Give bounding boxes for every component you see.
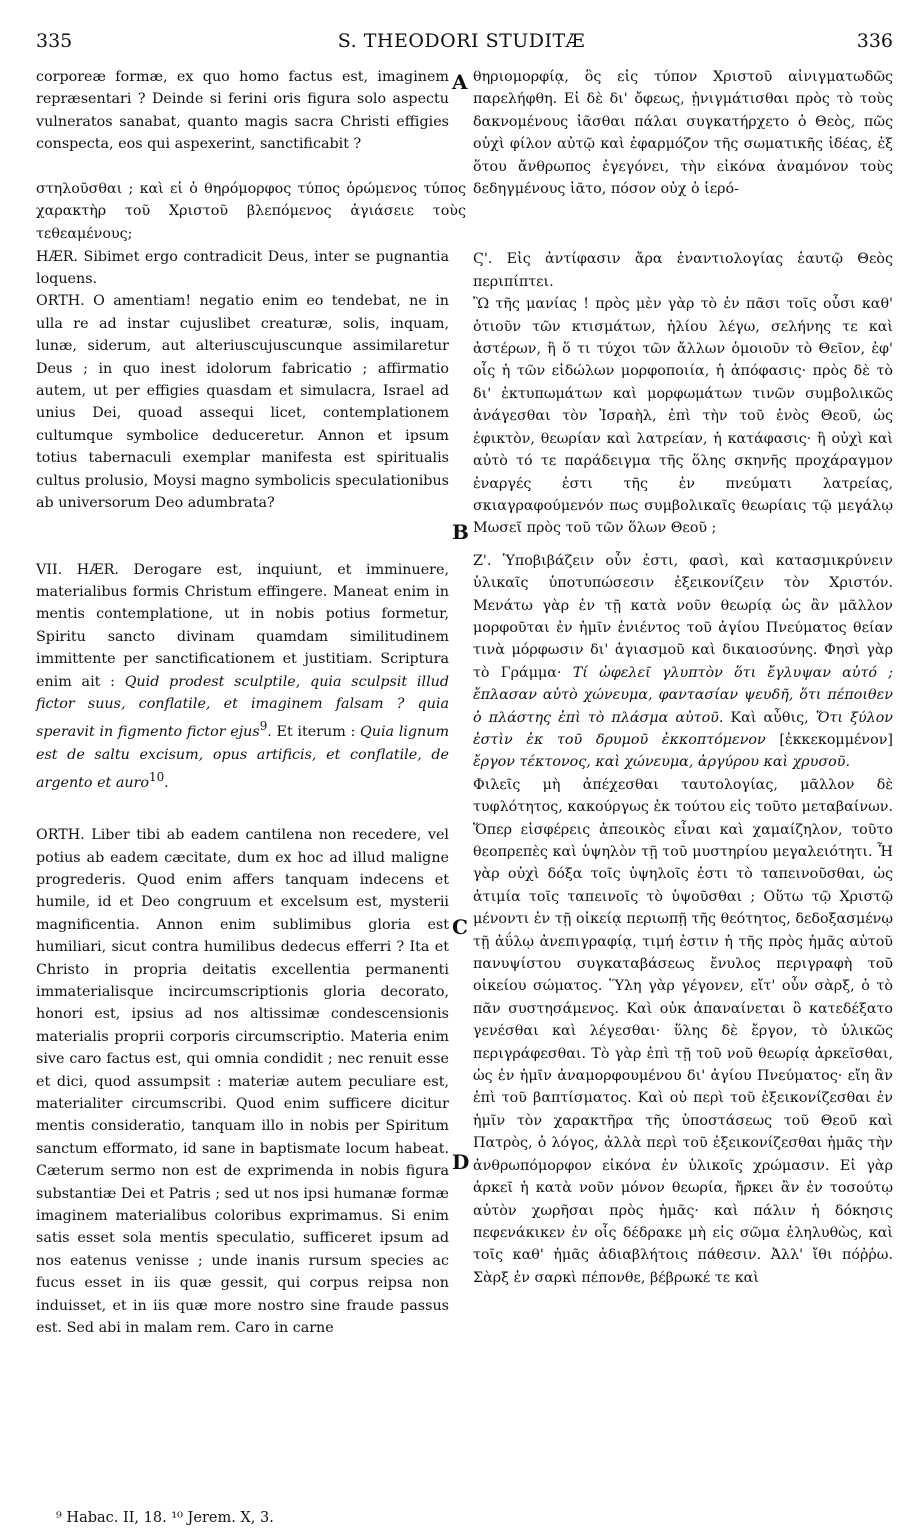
greek-p4-quote2a: Ὅτι ξύλον ἐστὶν ἐκ τοῦ δρυμοῦ ἐκκοπτόμενον — [473, 709, 893, 748]
greek-paragraph-1: θηριομορφίᾳ, ὃς εἰς τύπον Χριστοῦ αἰνιγματωδῶς παρελήφθη. Εἰ δὲ δι' ὄφεως, ᾐνιγμάτισθαι πρὸς τὸ τοὺς δακνομένους ἰᾶσθαι πάλαι συγκατήρχετο ὁ Θεὸς, πῶς οὐχὶ φίλον αὐτῷ καὶ ἐφαρμόζον τῆς σωματικῆς ἰδέας, ἐξ ὅτου ἄνθρωπος ἐγεγόνει, τὴν εἰκόνα ἀναμόνον τοὺς δεδηγμένους ἰᾶτο, πόσον οὐχ ὁ ἱερό- — [473, 69, 893, 198]
margin-marker-b: B — [452, 520, 469, 544]
footnote-ref-10: 10 — [149, 769, 165, 784]
latin-paragraph-3: ORTH. O amentiam! negatio enim eo tendebat, ne in ulla re ad instar cujuslibet creaturæ, solis, inquam, lunæ, siderum, aut alteriuscujuscunque assimilaretur Deus ; in quo inest idolorum fabricatio ; affirmatio autem, ut per effigies quasdam et simulacra, Israel ad unius Dei, quoad assequi licet, contemplationem cultumque symbolice deduceretur. Annon et ipsum totius tabernaculi exemplar manifesta est spiritualis cultus prolusio, Moysi magno symbolicis speculationibus ab universorum Deo adumbrata? — [36, 293, 449, 512]
greek-paragraph-2: Ϛ'. Εἰς ἀντίφασιν ἄρα ἐναντιολογίας ἑαυτῷ Θεὸς περιπίπτει. — [473, 251, 893, 290]
left-page-number: 335 — [36, 30, 73, 52]
section-gap — [36, 515, 449, 559]
footnotes: ⁹ Habac. II, 18. ¹⁰ Jerem. X, 3. — [56, 1510, 274, 1526]
greek-p4-start: Ζ'. Ὑποβιβάζειν οὖν ἐστι, φασὶ, καὶ κατασμικρύνειν ὑλικαῖς ὑποτυπώσεσιν ἐξεικονίζειν τὸν Χριστόν. Μενάτω γὰρ ἐν τῇ κατὰ νοῦν θεωρίᾳ ὡς ἂν μᾶλλον μορφοῦται ἐν ἡμῖν ἐνιέντος τοῦ ἁγίου Πνεύματος θείαν τινὰ μόρφωσιν δι' ἁγιασμοῦ καὶ δικαιοσύνης. Φησὶ γὰρ τὸ Γράμμα· — [473, 552, 893, 681]
latin-p4-quote1: Quid prodest sculptile, quia sculpsit illud fictor suus, conflatile, et imaginem falsam ? quia speravit in figmento fictor ejus — [36, 673, 450, 741]
greek-paragraph-3: Ὢ τῆς μανίας ! πρὸς μὲν γὰρ τὸ ἐν πᾶσι τοῖς οὖσι καθ' ὁτιοῦν τῶν κτισμάτων, ἡλίου λέγω, σελήνης τε καὶ ἀστέρων, ἢ ὅ τι τύχοι τῶν ἄλλων ὁμοιοῦν τὸ Θεῖον, ἐφ' οἷς ἡ τῶν εἰδώλων μορφοποιία, ἡ ἀπόφασις· πρὸς δὲ τὸ δι' ἐκτυπωμάτων καὶ μορφωμάτων τινῶν συμβολικῶς ἀνάγεσθαι τὸν Ἰσραὴλ, ἐπὶ τὴν τοῦ ἑνὸς Θεοῦ, ὡς ἐφικτὸν, θεωρίαν καὶ λατρείαν, ἡ κατάφασις· ἢ οὐχὶ καὶ αὐτὸ τό τε παράδειγμα τῆς ὅλης σκηνῆς προχάραγμον ἐναργές ἐστι τῆς ἐν πνεύματι λατρείας, σκιαγραφούμενόν πως συμβολικαῖς θεωρίαις τῷ μεγάλῳ Μωσεῖ πρὸς τοῦ τῶν ὅλων Θεοῦ ; — [473, 296, 893, 537]
greek-column — [473, 66, 893, 1289]
greek-paragraph-4 — [473, 550, 893, 774]
greek-paragraph-5: Φιλεῖς μὴ ἀπέχεσθαι ταυτολογίας, μᾶλλον δὲ τυφλότητος, κακούργως ἐκ τούτου εἰς τοῦτο μεταβαίνων. Ὅπερ εἰσφέρεις ἀπεοικὸς εἶναι καὶ χαμαίζηλον, τοῦτο θεοπρεπὲς καὶ ὑψηλὸν τῇ τοῦ μυστηρίου μεγαλειότητι. Ἦ γὰρ οὐχὶ δόξα τοῖς ὑψηλοῖς ἐστι τὸ ταπεινοῦσθαι, ὡς ἀτιμία τοῖς ταπεινοῖς τὸ ὑψοῦσθαι ; Οὕτω τῷ Χριστῷ μένοντι ἐν τῇ οἰκείᾳ περιωπῇ τῆς θεότητος, δεδοξασμένῳ τῇ ἀΰλῳ ἀνεπιγραφίᾳ, τιμή ἐστιν ἡ τῆς πρὸς ἡμᾶς αὐτοῦ πανυψίστου συγκαταβάσεως ἔνυλος περιγραφὴ τοῦ οἰκείου σώματος. Ὕλη γὰρ γέγονεν, εἴτ' οὖν σὰρξ, ὁ τὸ πᾶν συστησάμενος. Καὶ οὐκ ἀπαναίνεται ὃ κατεδέξατο γενέσθαι καὶ λέγεσθαι· ὕλης δὲ ἔργον, τὸ ὑλικῶς περιγράφεσθαι. Τὸ γὰρ ἐπὶ τῇ τοῦ νοῦ θεωρίᾳ ἀρκεῖσθαι, ὡς ἐν ἡμῖν ἀναμορφουμένου δι' ἁγίου Πνεύματος· εἴη ἂν ἐπὶ τοῦ βαπτίσματος. Καὶ οὐ περὶ τοῦ ἐξεικονίζεσθαι ἐν ἡμῖν τὸν χαρακτῆρα τῆς ὑποστάσεως τοῦ Θεοῦ καὶ Πατρὸς, ὁ λόγος, ἀλλὰ περὶ τοῦ ἐξεικονίζεσθαι ἡμᾶς τὴν ἀνθρωπόμορφον εἰκόνα ἐν ὑλικοῖς χρώμασιν. Εἰ γὰρ ἀρκεῖ ἡ κατὰ νοῦν μόνον θεωρία, ἤρκει ἂν ἐν τοσούτῳ αὐτὸν χωρῆσαι πρὸς ἡμᾶς· καὶ πάλιν ἡ δόκησις πεφενάκικεν ἐν οἷς δέδρακε μὴ εἰς σῶμα ἐληλυθὼς, καὶ τοῖς καθ' ἡμᾶς ἀδιαβλήτοις πάθεσιν. Ἀλλ' ἴθι πόῤῥω. Σὰρξ ἐν σαρκὶ πέπονθε, βέβρωκέ τε καὶ — [473, 776, 893, 1286]
latin-paragraph-1: corporeæ formæ, ex quo homo factus est, imaginem repræsentari ? Deinde si ferini oris figura solo aspectu vulneratos sanabat, quanto magis sacra Christi effigies conspecta, eos qui aspexerint, sanctificabit ? — [36, 69, 449, 153]
greek-spanning-line: στηλοῦσθαι ; καὶ εἰ ὁ θηρόμορφος τύπος ὁρώμενος τύπος χαρακτὴρ τοῦ Χριστοῦ βλεπόμενος ἁγιάσειε τοὺς τεθεαμένους; — [36, 181, 466, 242]
section-gap-r — [473, 540, 893, 550]
greek-p4-mid: Καὶ αὖθις, — [730, 709, 809, 726]
greek-p4-quote2b: ἔργον τέκτονος, καὶ χώνευμα, ἀργύρου καὶ χρυσοῦ. — [473, 754, 851, 771]
margin-marker-c: C — [452, 915, 468, 939]
greek-span-spacer-r — [473, 200, 893, 248]
footnote-ref-9: 9 — [259, 719, 268, 734]
greek-p4-bracket: [ἐκκεκομμένον] — [779, 731, 893, 748]
latin-p4-start: VII. HÆR. Derogare est, inquiunt, et imminuere, materialibus formis Christum effingere. Maneat enim in mentis contemplatione, ut in nobis potius formetur, Spiritu sancto divinam quamdam similitudinem immittente per sanctificationem et justitiam. Scriptura enim ait : — [36, 561, 449, 690]
right-page-number: 336 — [856, 30, 893, 52]
latin-paragraph-4: VII. HÆR. Derogare est, inquiunt, et imminuere, materialibus formis Christum effingere. Maneat enim in mentis contemplatione, ut in nobis potius formetur, Spiritu sancto divinam quamdam similitudinem immittente per sanctificationem et justitiam. Scriptura enim ait : Quid prodest sculptile, quia sculpsit illud fictor suus, conflatile, et imaginem falsam ? quia speravit in figmento fictor ejus$^9$. Et iterum : Quia lignum est de saltu excisum, opus artificis, et conflatile, de argento et auro$^{10}$. — [36, 561, 450, 791]
margin-marker-a: A — [452, 70, 468, 94]
running-title: S. THEODORI STUDITÆ — [337, 30, 586, 52]
section-gap-2 — [36, 794, 449, 824]
latin-p4-quote2: Quia lignum est de saltu excisum, opus artificis, et conflatile, de argento et auro — [36, 724, 450, 791]
margin-marker-d: D — [452, 1150, 470, 1174]
greek-p4-quote1: Τί ὠφελεῖ γλυπτὸν ὅτι ἔγλυψαν αὐτό ; ἔπλασαν αὐτὸ χώνευμα, φαντασίαν ψευδῆ, ὅτι πέποιθεν ὁ πλάστης ἐπὶ τὸ πλάσμα αὐτοῦ. — [473, 664, 894, 726]
latin-p4-mid: Et iterum : — [276, 724, 356, 741]
page-header — [30, 30, 893, 60]
latin-paragraph-5: ORTH. Liber tibi ab eadem cantilena non recedere, vel potius ab eadem cæcitate, dum ex hoc ad illud maligne progrederis. Quod enim affers tanquam indecens et humile, id et Deo congruum et excelsum est, mysterii magnificentia. Annon enim sublimibus gloria est humiliari, sicut contra humilibus dedecus efferri ? Ita et Christo in propria deitatis excellentia permanenti immaterialisque incircumscriptionis gloria decorato, honori est, ipsius ad nos altissimæ condescensionis materialis proprii corporis circumscriptio. Materia enim sive caro factus est, qui omnia condidit ; nec renuit esse et dici, quod assumpsit : materiæ autem peculiare est, materialiter circumscribi. Quod enim sufficere dicitur mentis consideratio, tanquam illo in nobis per Spiritum sanctum efformato, id sane in baptismate locum habeat. Cæterum sermo non est de exprimenda in nobis figura substantiæ Dei et Patris ; sed ut nos ipsi humanæ formæ imaginem materialibus coloribus exprimamus. Si enim satis esset sola mentis speculatio, sufficeret ipsum ad nos eatenus venisse ; unde inanis rursum species ac fucus esset in iis quæ gessit, qui corpus reipsa non induisset, et in iis quæ more nostro sine fraude passus est. Sed abi in malam rem. Caro in carne — [36, 827, 449, 1337]
latin-column — [36, 66, 449, 1339]
latin-paragraph-2: HÆR. Sibimet ergo contradicit Deus, inter se pugnantia loquens. — [36, 248, 449, 288]
